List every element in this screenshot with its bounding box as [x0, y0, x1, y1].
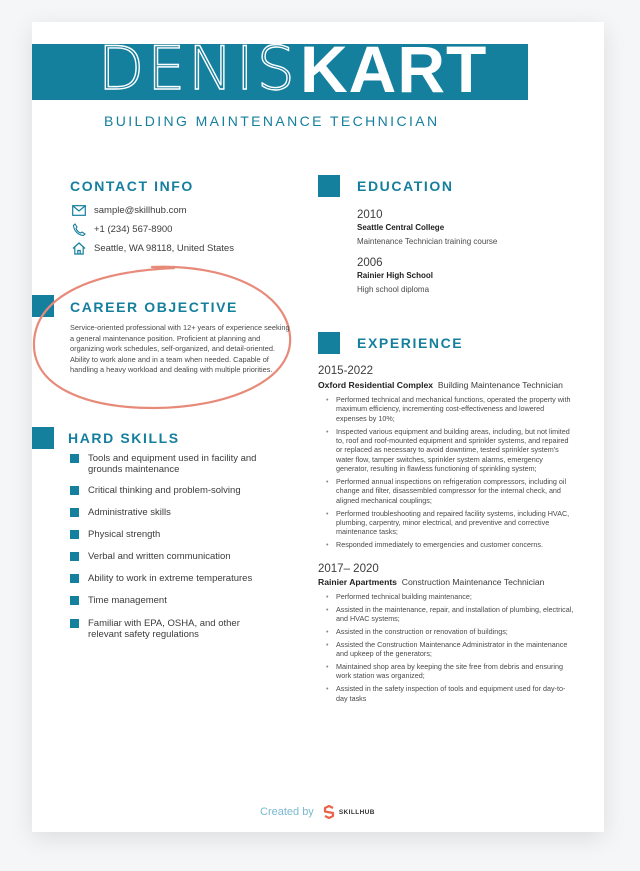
- first-name: DENIS: [98, 34, 298, 104]
- contact-address: Seattle, WA 98118, United States: [94, 242, 234, 254]
- experience-heading: EXPERIENCE: [357, 335, 464, 351]
- skill-bullet: [70, 619, 79, 628]
- skill-bullet: [70, 454, 79, 463]
- duty-item: • Assisted the Construction Maintenance Administrator in the maintenance and upkeep of the generators;: [326, 640, 576, 659]
- job-duties: [326, 592, 576, 706]
- contact-heading: CONTACT INFO: [70, 178, 194, 194]
- duty-item: • Performed troubleshooting and repaired facility systems, including HVAC, plumbing, carpentry, minor electrical, and preventive and corrective maintenance tasks;: [326, 509, 576, 537]
- contact-phone[interactable]: +1 (234) 567-8900: [94, 223, 173, 235]
- skill-label: Physical strength: [88, 529, 161, 540]
- duty-item: • Assisted in the maintenance, repair, and installation of plumbing, electrical, and HVAC systems;: [326, 605, 576, 624]
- contact-email[interactable]: sample@skillhub.com: [94, 204, 187, 216]
- skill-item: [70, 618, 270, 640]
- skill-item: [70, 551, 270, 562]
- skill-item: [70, 453, 270, 475]
- job-title-line: [318, 577, 544, 587]
- education-heading: EDUCATION: [357, 178, 454, 194]
- job-company: Oxford Residential Complex: [318, 380, 434, 390]
- brand-name[interactable]: SKILLHUB: [338, 808, 375, 816]
- skill-item: [70, 485, 270, 496]
- skill-label: Time management: [88, 595, 167, 606]
- skill-bullet: [70, 508, 79, 517]
- education-marker: [318, 175, 340, 197]
- job-title-line: [318, 380, 563, 390]
- experience-marker: [318, 332, 340, 354]
- contact-phone-row: [72, 222, 172, 236]
- duty-item: • Performed technical building maintenance;: [326, 592, 576, 601]
- skill-item: [70, 507, 270, 518]
- job-years: 2017– 2020: [318, 563, 379, 575]
- phone-icon: [72, 223, 86, 236]
- job-years: 2015-2022: [318, 365, 373, 377]
- skills-heading: HARD SKILLS: [68, 430, 180, 446]
- contact-address-row: [72, 241, 234, 255]
- skill-bullet: [70, 574, 79, 583]
- job-company: Rainier Apartments: [318, 577, 397, 587]
- job-duties: [326, 395, 576, 553]
- duty-item: • Performed annual inspections on refrigeration compressors, including oil change and filter, disassembled compressor for the internal check, and aligned mechanical couplings;: [326, 477, 576, 505]
- created-by-label: Created by: [260, 806, 314, 818]
- duty-item: • Maintained shop area by keeping the site free from debris and ensuring work station was organized;: [326, 662, 576, 681]
- education-school: Rainier High School: [357, 271, 434, 280]
- skill-label: Administrative skills: [88, 507, 171, 518]
- skill-label: Critical thinking and problem-solving: [88, 485, 241, 496]
- education-degree: Maintenance Technician training course: [357, 237, 498, 246]
- education-degree: High school diploma: [357, 285, 430, 294]
- skills-marker: [32, 427, 54, 449]
- duty-item: • Assisted in the construction or renovation of buildings;: [326, 627, 576, 636]
- skill-item: [70, 573, 270, 584]
- contact-email-row: [72, 203, 187, 217]
- education-year: 2006: [357, 257, 383, 269]
- objective-text: Service-oriented professional with 12+ years of experience seeking a general maintenance position. Proficient at planning and organizing work schedules, self-organized, and detail-oriented. Ability to work alone and in a team when needed. Capable of handling a heavy workload and dealing with multiple priorities.: [70, 323, 290, 375]
- skill-item: [70, 595, 270, 606]
- job-role: Construction Maintenance Technician: [401, 577, 545, 587]
- skill-label: Familiar with EPA, OSHA, and other relevant safety regulations: [88, 618, 240, 640]
- home-icon: [72, 242, 86, 255]
- skill-label: Tools and equipment used in facility and grounds maintenance: [88, 453, 257, 475]
- skill-label: Verbal and written communication: [88, 551, 231, 562]
- objective-heading: CAREER OBJECTIVE: [70, 299, 238, 315]
- duty-item: • Performed technical and mechanical functions, operated the property with maximum efficiency, incrementing cost-effectiveness and lowered expenses by 10%;: [326, 395, 576, 423]
- skill-bullet: [70, 596, 79, 605]
- skillhub-logo-icon: [322, 805, 336, 819]
- job-role: Building Maintenance Technician: [437, 380, 563, 390]
- skill-bullet: [70, 486, 79, 495]
- education-year: 2010: [357, 209, 383, 221]
- footer: [260, 805, 375, 819]
- duty-item: • Inspected various equipment and building areas, including, but not limited to, roof and roof-mounted equipment and sprinkler systems, and repaired or replaced as necessary to avoid downtime, tested sprinkler system's water flow, tamper switches, sprinkler system alarms, emergency generator, resulting in flawless functioning of sprinkling system;: [326, 427, 576, 474]
- skill-label: Ability to work in extreme temperatures: [88, 573, 253, 584]
- last-name: KART: [300, 32, 488, 106]
- skill-item: [70, 529, 270, 540]
- skill-bullet: [70, 552, 79, 561]
- duty-item: • Responded immediately to emergencies and customer concerns.: [326, 540, 576, 549]
- education-school: Seattle Central College: [357, 223, 445, 232]
- mail-icon: [72, 205, 86, 216]
- duty-item: • Assisted in the safety inspection of tools and equipment used for day-to-day tasks: [326, 684, 576, 703]
- skill-bullet: [70, 530, 79, 539]
- job-title: BUILDING MAINTENANCE TECHNICIAN: [104, 113, 440, 129]
